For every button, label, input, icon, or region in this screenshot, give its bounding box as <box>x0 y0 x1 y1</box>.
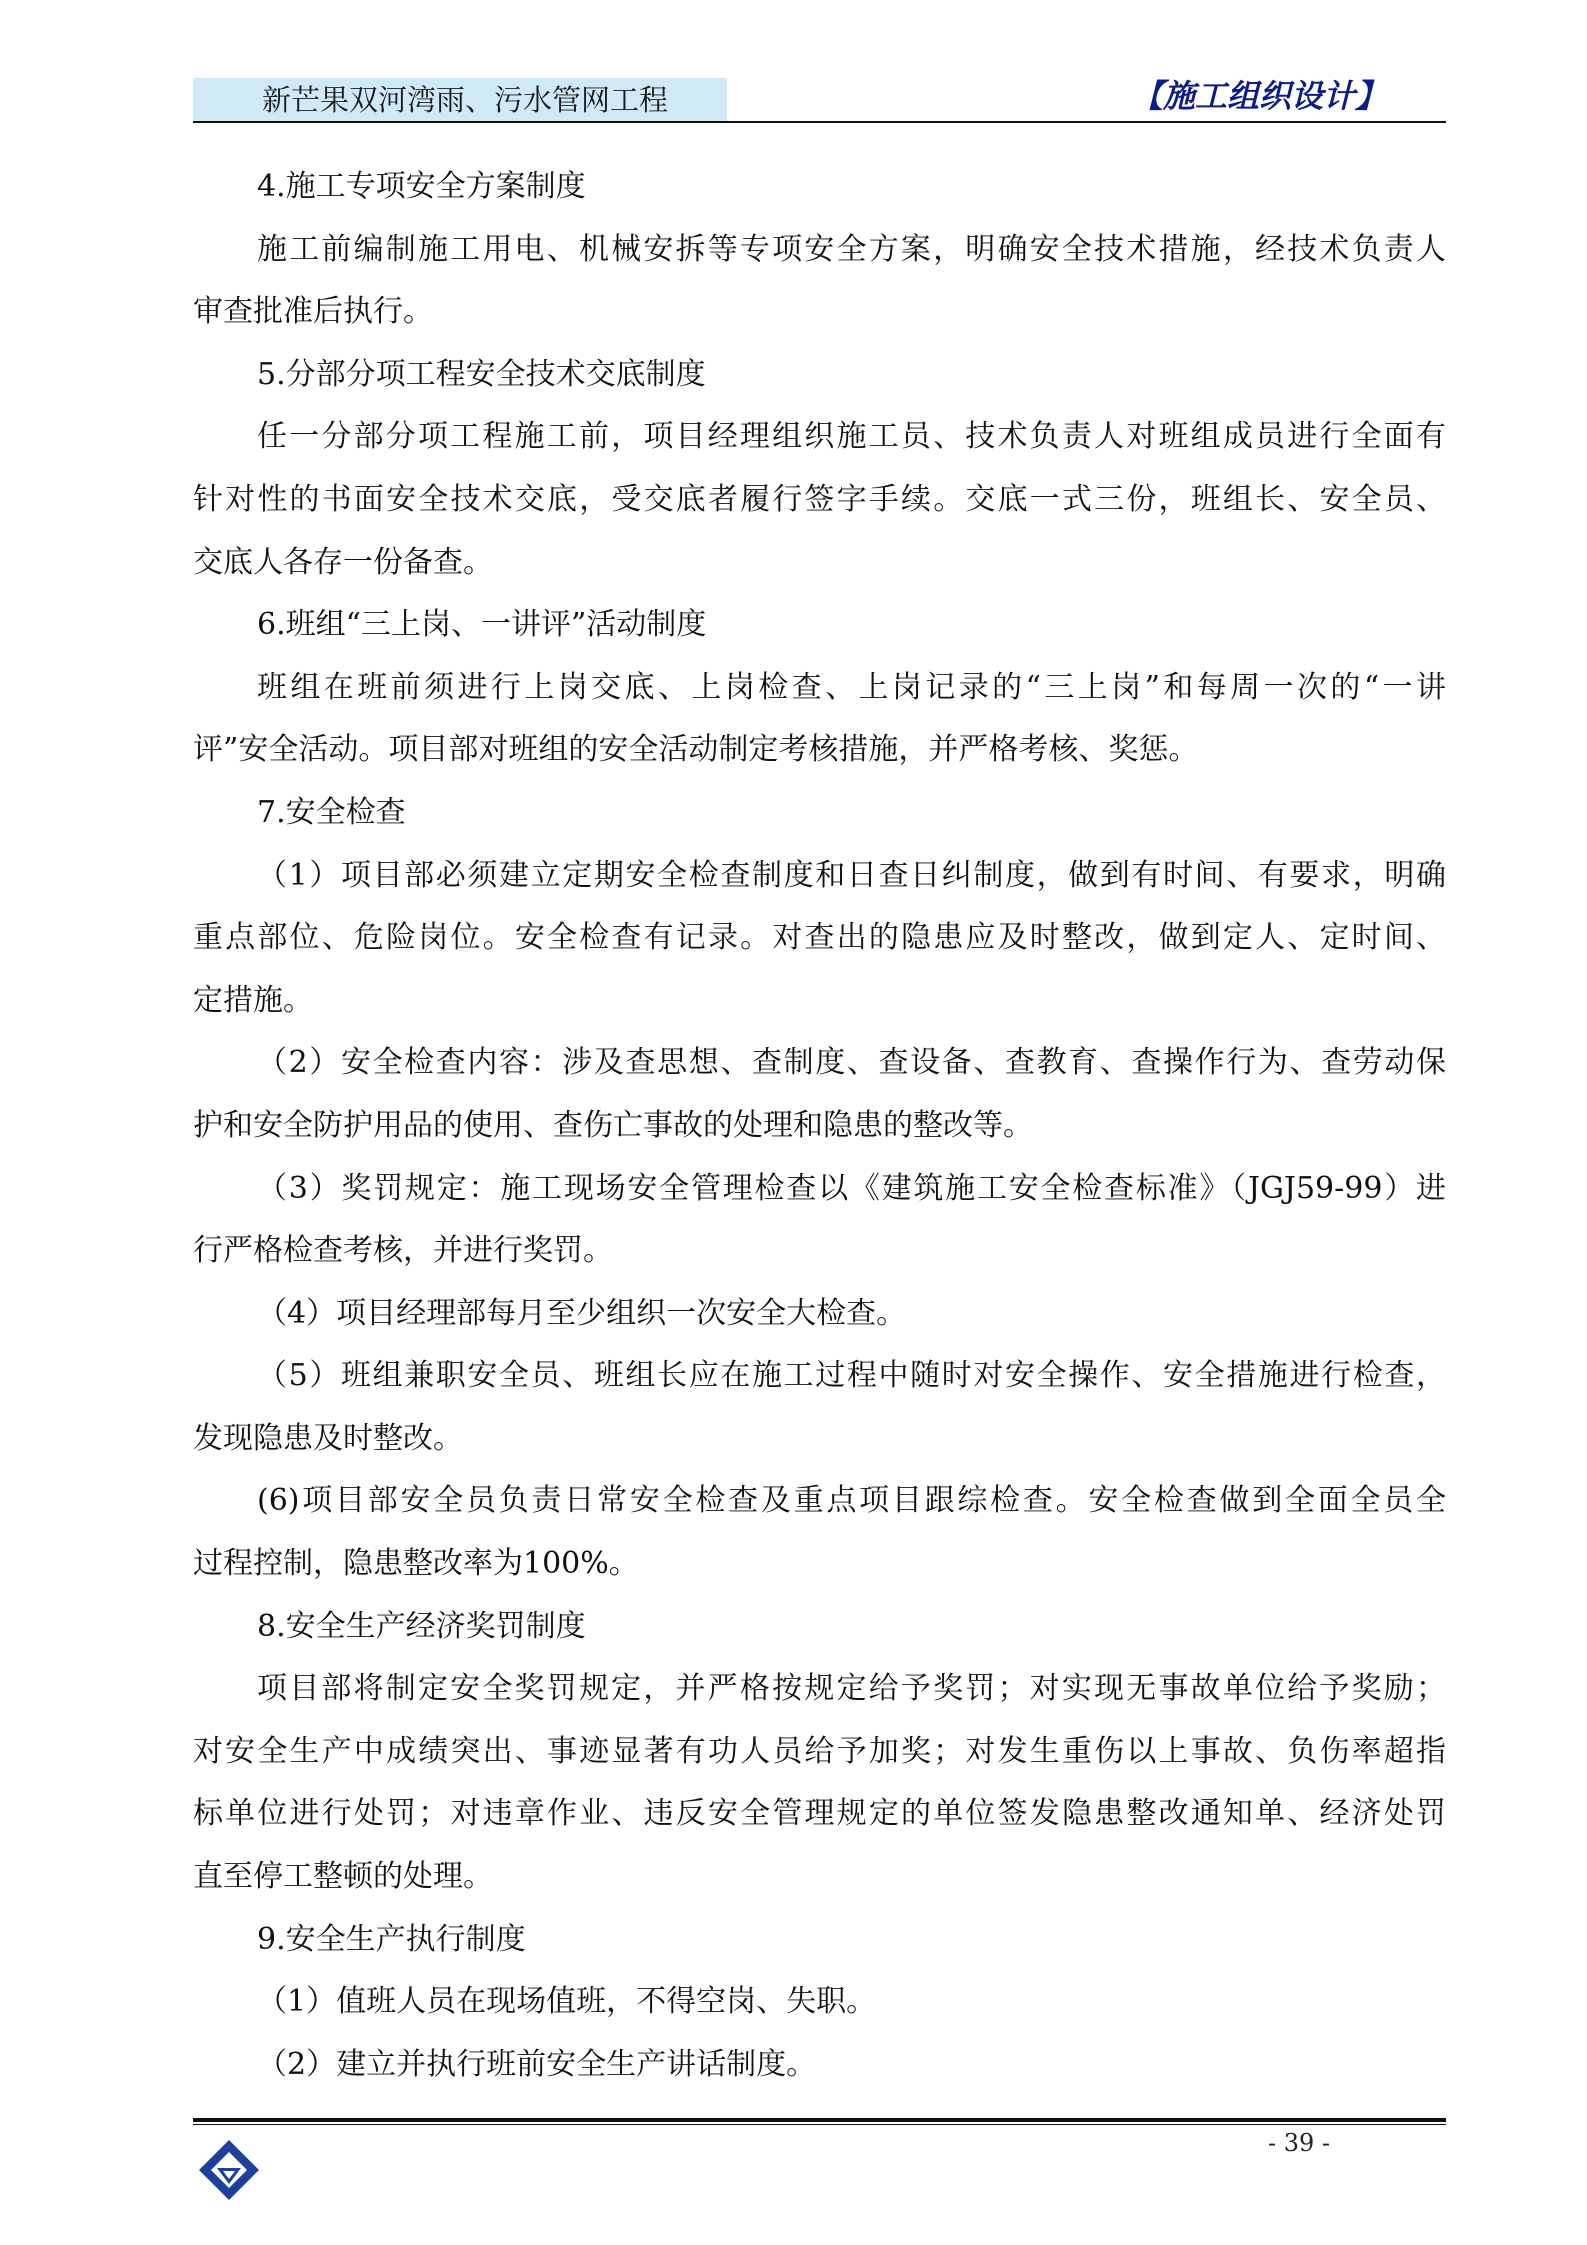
paragraph-line: 对安全生产中成绩突出、事迹显著有功人员给予加奖；对发生重伤以上事故、负伤率超指 <box>193 1733 1446 1769</box>
paragraph-line: 过程控制，隐患整改率为100%。 <box>193 1546 639 1582</box>
paragraph-line: 直至停工整顿的处理。 <box>193 1859 493 1895</box>
paragraph-line: 评”安全活动。项目部对班组的安全活动制定考核措施，并严格考核、奖惩。 <box>193 732 1199 768</box>
paragraph-line: （3）奖罚规定：施工现场安全管理检查以《建筑施工安全检查标准》（JGJ59-99）进 <box>257 1170 1446 1206</box>
document-body <box>193 156 1446 2096</box>
paragraph-line: （5）班组兼职安全员、班组长应在施工过程中随时对安全操作、安全措施进行检查， <box>257 1358 1446 1394</box>
section-heading: 8.安全生产经济奖罚制度 <box>257 1608 586 1644</box>
paragraph-line: 班组在班前须进行上岗交底、上岗检查、上岗记录的“三上岗”和每周一次的“一讲 <box>257 669 1446 705</box>
paragraph-line: （2）安全检查内容：涉及查思想、查制度、查设备、查教育、查操作行为、查劳动保 <box>257 1045 1446 1081</box>
company-logo-icon <box>197 2138 261 2202</box>
paragraph-line: 项目部将制定安全奖罚规定，并严格按规定给予奖罚；对实现无事故单位给予奖励； <box>257 1671 1446 1707</box>
paragraph-line: 审查批准后执行。 <box>193 294 433 330</box>
header-project-title: 新芒果双河湾雨、污水管网工程 <box>262 83 669 117</box>
paragraph-line: （1）项目部必须建立定期安全检查制度和日查日纠制度，做到有时间、有要求，明确 <box>257 857 1446 893</box>
section-heading: 4.施工专项安全方案制度 <box>257 169 586 204</box>
paragraph-line: 针对性的书面安全技术交底，受交底者履行签字手续。交底一式三份，班组长、安全员、 <box>193 481 1446 517</box>
paragraph-line: 护和安全防护用品的使用、查伤亡事故的处理和隐患的整改等。 <box>193 1107 1033 1143</box>
header-doc-type: 【施工组织设计】 <box>1130 77 1387 115</box>
paragraph-line: 交底人各存一份备查。 <box>193 544 493 580</box>
paragraph-line: 行严格检查考核，并进行奖罚。 <box>193 1233 613 1269</box>
paragraph-line: 定措施。 <box>193 982 313 1018</box>
paragraph-line: 施工前编制施工用电、机械安拆等专项安全方案，明确安全技术措施，经技术负责人 <box>257 231 1446 267</box>
footer-divider-thin <box>193 2124 1446 2125</box>
paragraph-line: (6)项目部安全员负责日常安全检查及重点项目跟综检查。安全检查做到全面全员全 <box>257 1483 1446 1519</box>
paragraph-line: 重点部位、危险岗位。安全检查有记录。对查出的隐患应及时整改，做到定人、定时间、 <box>193 920 1446 956</box>
header-divider <box>193 121 1446 123</box>
paragraph-line: （1）值班人员在现场值班，不得空岗、失职。 <box>257 1984 877 2020</box>
paragraph-line: （2）建立并执行班前安全生产讲话制度。 <box>257 2046 817 2082</box>
section-heading: 9.安全生产执行制度 <box>257 1921 526 1957</box>
paragraph-line: 标单位进行处罚；对违章作业、违反安全管理规定的单位签发隐患整改通知单、经济处罚 <box>193 1796 1446 1832</box>
paragraph-line: （4）项目经理部每月至少组织一次安全大检查。 <box>257 1295 907 1331</box>
footer-divider <box>193 2118 1446 2122</box>
section-heading: 6.班组“三上岗、一讲评”活动制度 <box>257 607 707 643</box>
page-number: - 39 - <box>1268 2129 1331 2157</box>
section-heading: 7.安全检查 <box>257 794 406 830</box>
section-heading: 5.分部分项工程安全技术交底制度 <box>257 356 706 392</box>
paragraph-line: 任一分部分项工程施工前，项目经理组织施工员、技术负责人对班组成员进行全面有 <box>257 419 1446 455</box>
paragraph-line: 发现隐患及时整改。 <box>193 1420 463 1456</box>
